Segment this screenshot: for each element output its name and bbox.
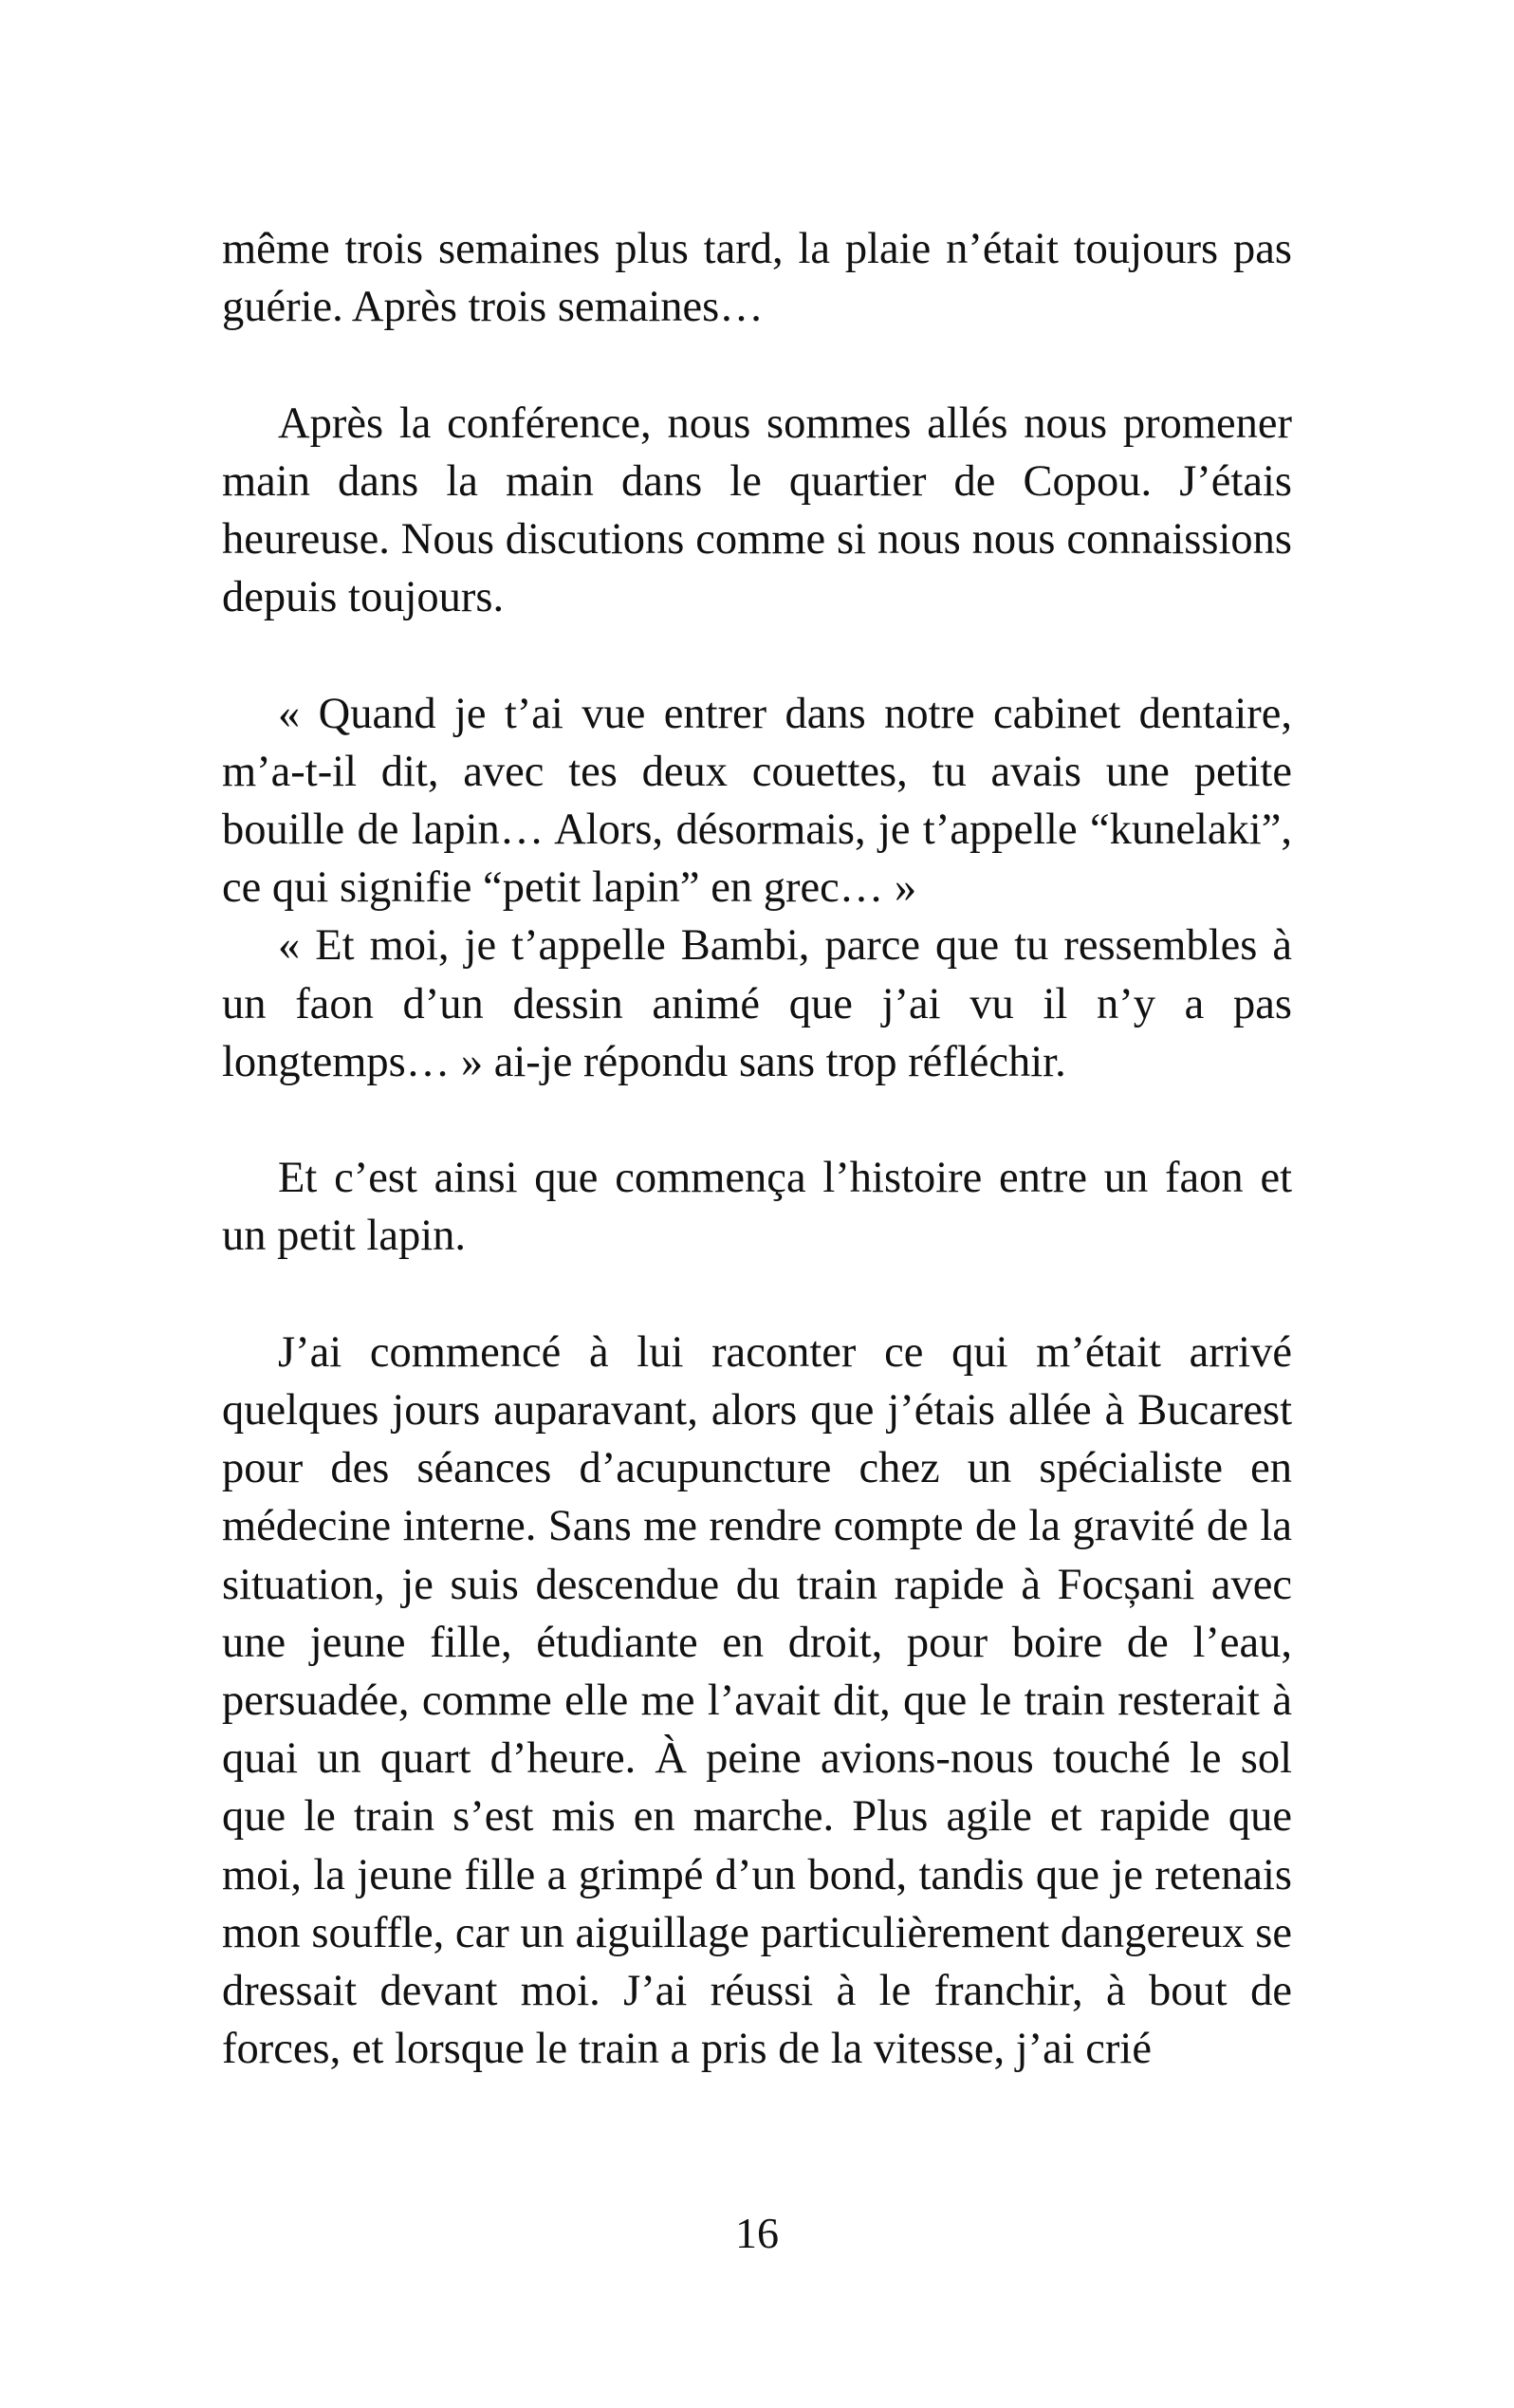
body-text	[222, 220, 1292, 2078]
paragraph-2: Après la conférence, nous sommes allés nous promener main dans la main dans le quartier de Copou. J’étais heureuse. Nous discutions comme si nous nous connaissions depuis toujours.	[222, 398, 1292, 622]
paragraph-5: Et c’est ainsi que commença l’histoire entre un faon et un petit lapin.	[222, 1154, 1292, 1261]
paragraph-1: même trois semaines plus tard, la plaie n’était toujours pas guérie. Après trois semaines…	[222, 225, 1292, 332]
paragraph-4: « Et moi, je t’appelle Bambi, parce que tu ressembles à un faon d’un dessin animé que j’ai vu il n’y a pas longtemps… » ai-je répondu sans trop réfléchir.	[222, 921, 1292, 1086]
paragraph-3: « Quand je t’ai vue entrer dans notre cabinet dentaire, m’a-t-il dit, avec tes deux couettes, tu avais une petite bouille de lapin… Alors, désormais, je t’appelle “kunelaki”, ce qui signifie “petit lapin” en grec… »	[222, 689, 1292, 913]
page-number: 16	[735, 2209, 779, 2257]
paragraph-6: J’ai commencé à lui raconter ce qui m’était arrivé quelques jours auparavant, alors que j’étais allée à Bucarest pour des séances d’acupuncture chez un spécialiste en médecine interne. Sans me rendre compte de la gravité de la situation, je suis descendue du train rapide à Focșani avec une jeune fille, étudiante en droit, pour boire de l’eau, persuadée, comme elle me l’avait dit, que le train resterait à quai un quart d’heure. À peine avions-nous touché le sol que le train s’est mis en marche. Plus agile et rapide que moi, la jeune fille a grimpé d’un bond, tandis que je retenais mon souffle, car un aiguillage particulièrement dangereux se dressait devant moi. J’ai réussi à le franchir, à bout de forces, et lorsque le train a pris de la vitesse, j’ai crié	[222, 1327, 1292, 2074]
